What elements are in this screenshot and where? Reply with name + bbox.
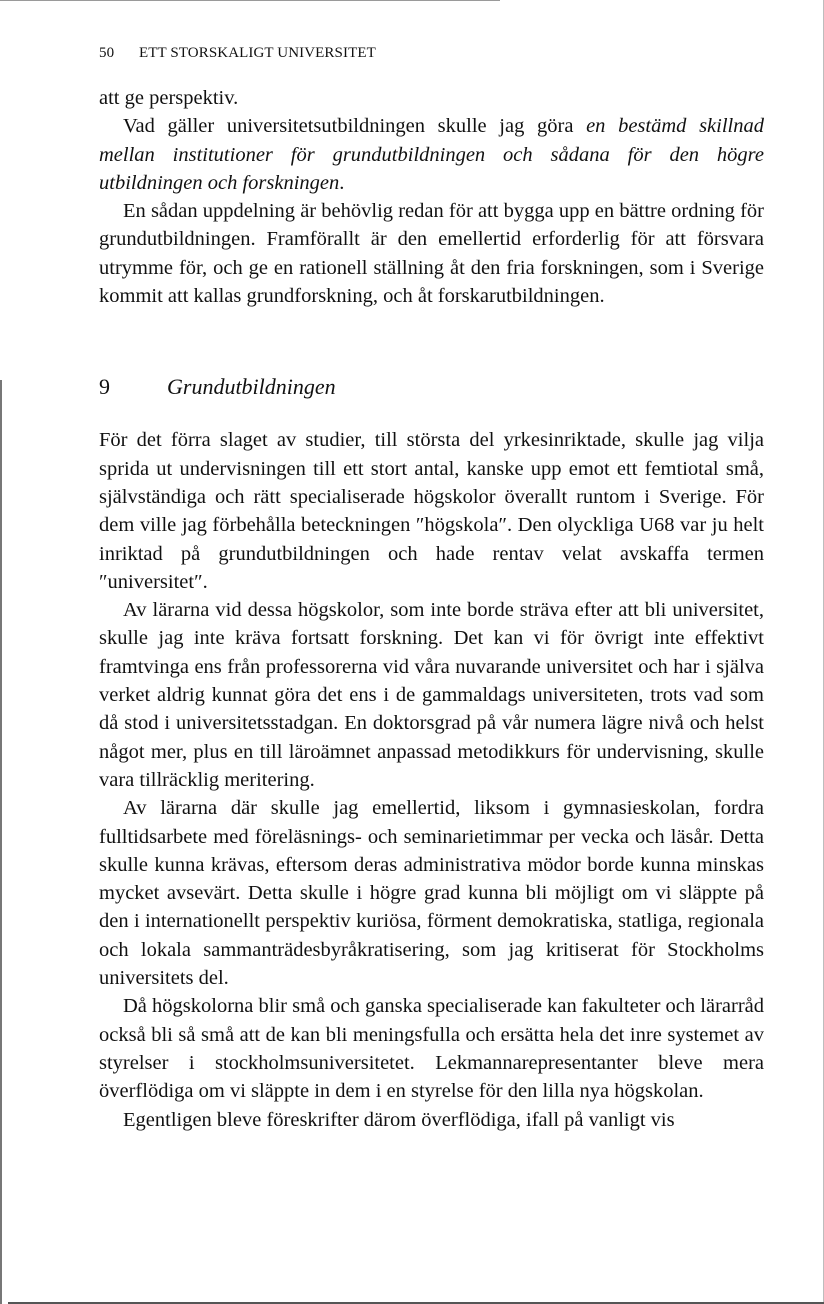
section-heading (99, 372, 764, 402)
paragraph: Av lärarna där skulle jag emellertid, liksom i gymnasieskolan, fordra fulltidsarbete med föreläsnings- och seminarietimmar per vecka och läsår. Detta skulle kunna krävas, eftersom deras administrativa mödor borde kunna minskas mycket avsevärt. Detta skulle i högre grad kunna bli möjligt om vi släppte på den i internationellt perspektiv kuriösa, förment demokratiska, statliga, regionala och lokala sammanträdesbyråkratisering, som jag kritiserat för Stockholms universitets del. (99, 797, 764, 990)
paragraph: att ge perspektiv. (99, 87, 239, 109)
paragraph: En sådan uppdelning är behövlig redan för att bygga upp en bättre ordning för grundutbildningen. Framförallt är den emellertid erforderlig för att försvara utrymme för, och ge en rationell ställning åt den fria forskningen, som i Sverige kommit att kallas grundforskning, och åt forskarutbildningen. (99, 200, 764, 308)
paragraph (99, 112, 764, 197)
book-page (99, 42, 764, 1134)
running-head-title: ETT STORSKALIGT UNIVERSITET (139, 45, 376, 61)
paragraph: Av lärarna vid dessa högskolor, som inte borde sträva efter att bli universitet, skulle jag inte kräva fortsatt forskning. Det kan vi för övrigt inte effektivt framtvinga ens från professorerna vid våra nuvarande universitet och har i själva verket aldrig kunnat göra det ens i de gammaldags universiteten, trots vad som då stod i universitetsstadgan. En doktorsgrad på vår numera lägre nivå och helst något mer, plus en till läroämnet anpassad metodikkurs för undervisning, skulle vara tillräcklig meritering. (99, 599, 764, 791)
paragraph: För det förra slaget av studier, till största del yrkesinriktade, skulle jag vilja sprida ut undervisningen till ett stort antal, kanske upp emot ett femtiotal små, självständiga och rätt specialiserade högskolor överallt runtom i Sverige. För dem ville jag förbehålla beteckningen ″högskola″. Den olyckliga U68 var ju helt inriktad på grundutbildningen och hade rentav velat avskaffa termen ″universitet″. (99, 429, 764, 593)
paragraph-text: Vad gäller universitetsutbildningen skulle jag göra (123, 115, 587, 138)
emphasized-text: en bestämd skillnad mellan institutioner för grundutbildningen och sådana för den högre utbildningen och forskningen (99, 115, 764, 194)
paragraph: Då högskolorna blir små och ganska specialiserade kan fakulteter och lärarråd också bli så små att de kan bli meningsfulla och ersätta hela det inre systemet av styrelser i stockholmsuniversitetet. Lekmannarepresentanter bleve mera överflödiga om vi släppte in dem i en styrelse för den lilla nya högskolan. (99, 995, 764, 1103)
page-number: 50 (99, 45, 115, 61)
section-text (99, 426, 764, 1133)
scan-edge-left (0, 380, 2, 1304)
intro-text (99, 84, 764, 310)
paragraph: Egentligen bleve föreskrifter därom överflödiga, ifall på vanligt vis (123, 1108, 675, 1131)
section-number: 9 (99, 374, 110, 400)
section-title: Grundutbildningen (167, 374, 336, 400)
paragraph-text: . (339, 171, 345, 194)
scan-edge-top (0, 0, 500, 1)
running-head (99, 42, 764, 64)
